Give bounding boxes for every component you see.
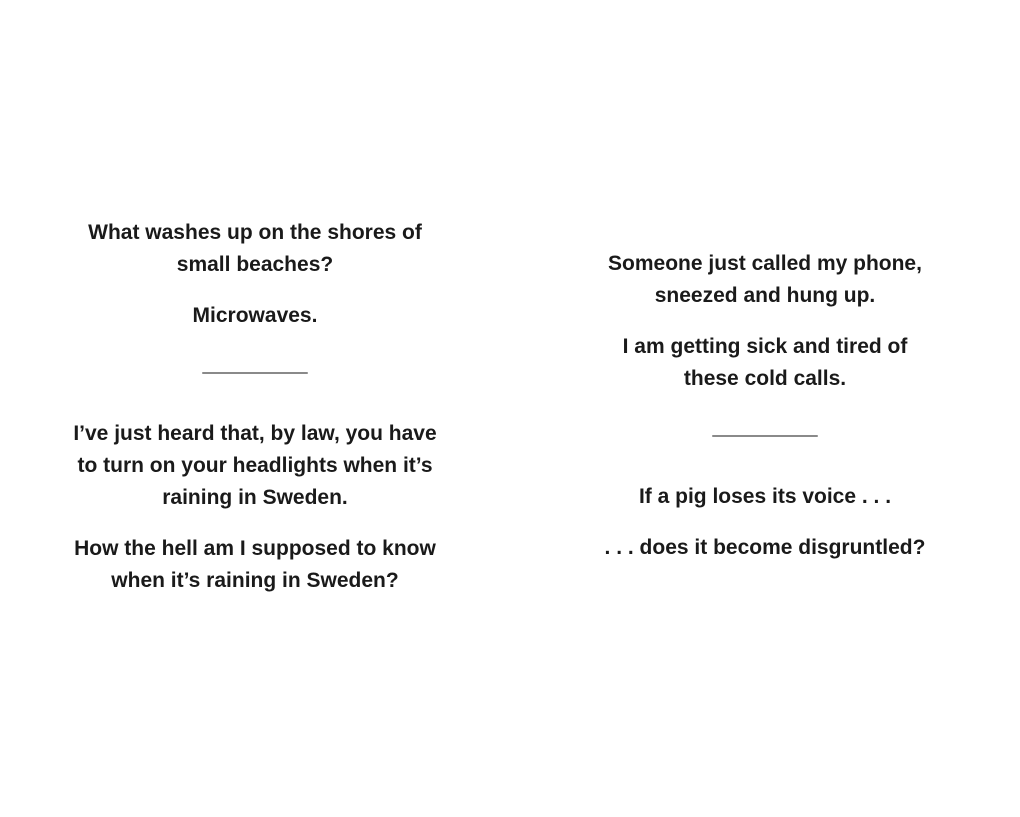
joke-setup	[45, 217, 465, 281]
text-line: raining in Sweden.	[162, 486, 348, 509]
text-line: when it’s raining in Sweden?	[111, 569, 399, 592]
joke-punchline	[555, 331, 975, 395]
text-line: . . . does it become disgruntled?	[604, 536, 926, 559]
joke-punchline	[555, 532, 975, 564]
section-divider	[202, 372, 308, 374]
text-line: If a pig loses its voice . . .	[638, 485, 892, 508]
joke-setup	[555, 248, 975, 312]
joke-punchline	[45, 533, 465, 597]
text-line: I am getting sick and tired of	[622, 335, 908, 358]
text-line: small beaches?	[176, 253, 334, 276]
text-line: How the hell am I supposed to know	[74, 537, 436, 560]
section-divider	[712, 435, 818, 437]
text-line: these cold calls.	[683, 367, 847, 390]
left-page	[45, 0, 465, 817]
text-line: Microwaves.	[192, 304, 318, 327]
text-line: Someone just called my phone,	[608, 252, 922, 275]
joke-microwaves	[45, 217, 465, 332]
joke-setup	[45, 418, 465, 514]
text-line: What washes up on the shores of	[88, 221, 422, 244]
joke-disgruntled-pig	[555, 481, 975, 564]
right-page	[555, 0, 975, 817]
joke-cold-calls	[555, 248, 975, 395]
joke-setup	[555, 481, 975, 513]
joke-sweden-headlights	[45, 418, 465, 597]
text-line: to turn on your headlights when it’s	[77, 454, 433, 477]
text-line: I’ve just heard that, by law, you have	[73, 422, 437, 445]
text-line: sneezed and hung up.	[654, 284, 876, 307]
joke-punchline	[45, 300, 465, 332]
